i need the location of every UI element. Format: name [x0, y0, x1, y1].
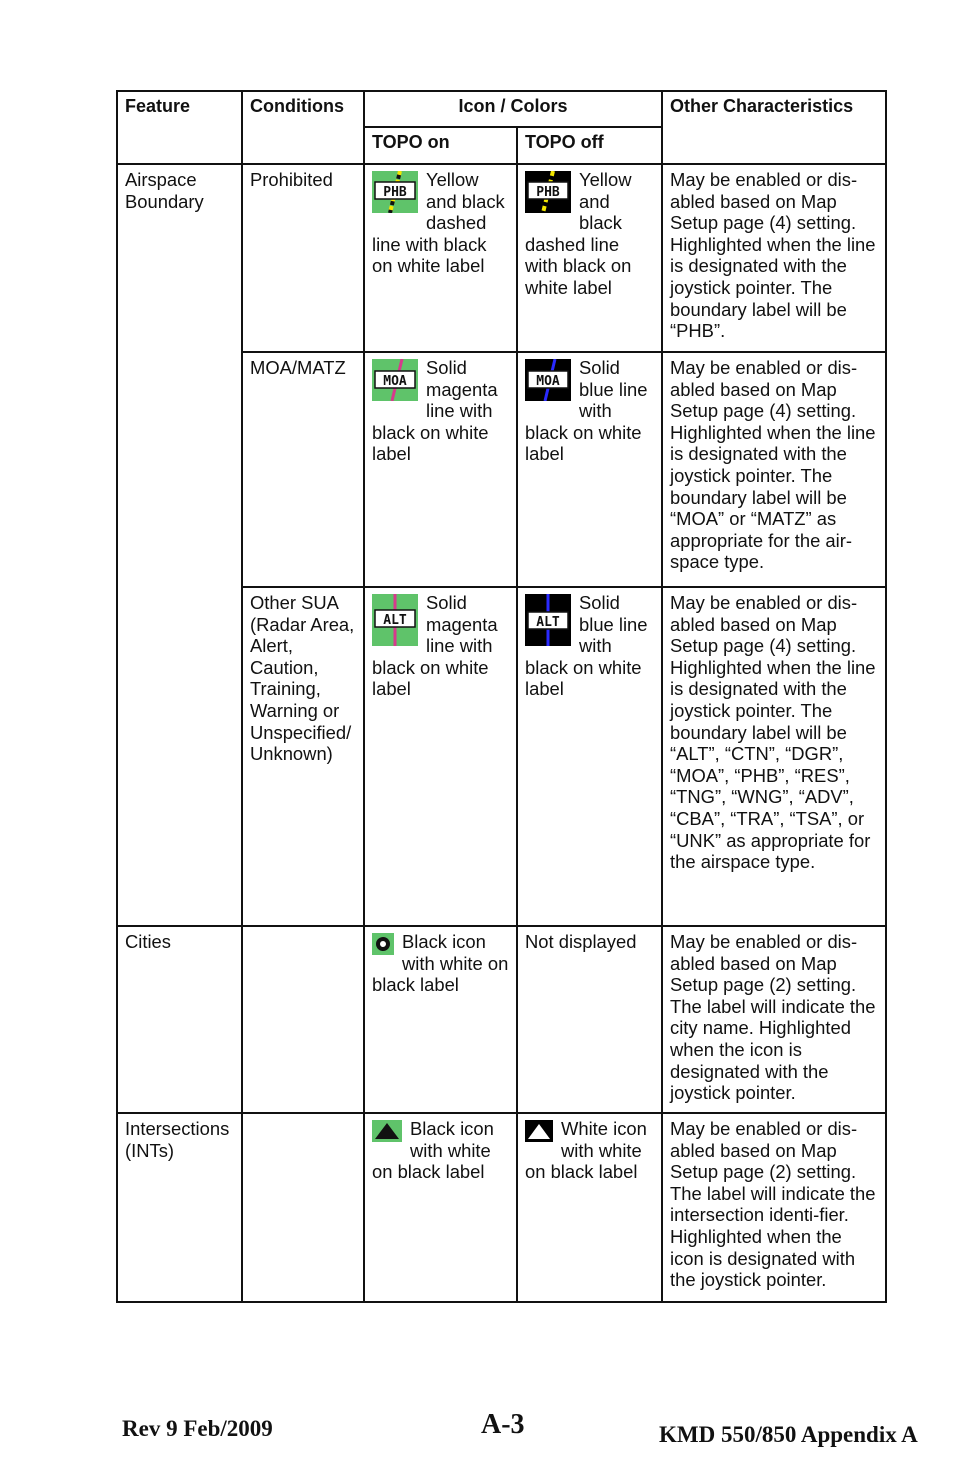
- footer-document-title: KMD 550/850 Appendix A: [659, 1422, 918, 1447]
- topo-on-cell: Black icon with white on black label: [364, 926, 517, 1113]
- feature-cell: Intersections (INTs): [117, 1113, 242, 1302]
- svg-text:MOA: MOA: [536, 374, 560, 389]
- other-characteristics-cell: May be enabled or dis-abled based on Map Setup page (4) setting. Highlighted when the line is designated with the joystick pointer. The boundary label will be “ALT”, “CTN”, “DGR”, “MOA”, “PHB”, “RES”, “TNG”, “WNG”, “ADV”, “CBA”, “TRA”, “TSA”, or “UNK” as appropriate for the airspace type.: [662, 587, 886, 926]
- topo-off-cell: ALT Solid blue line with black on white label: [517, 587, 662, 926]
- phb-topo-on-icon: [372, 171, 418, 213]
- header-conditions: Conditions: [242, 91, 364, 164]
- header-icon-colors: Icon / Colors: [364, 91, 662, 127]
- svg-text:PHB: PHB: [536, 185, 560, 200]
- svg-text:MOA: MOA: [383, 374, 407, 389]
- svg-text:ALT: ALT: [536, 615, 560, 630]
- topo-on-cell: ALT Solid magenta line with black on white label: [364, 587, 517, 926]
- feature-cell: Cities: [117, 926, 242, 1113]
- other-characteristics-cell: May be enabled or dis-abled based on Map Setup page (2) setting. The label will indicate the city name. Highlighted when the icon is designated with the joystick pointer.: [662, 926, 886, 1113]
- header-other-characteristics: Other Characteristics: [662, 91, 886, 164]
- topo-off-cell: Not displayed: [517, 926, 662, 1113]
- topo-off-cell: PHB Yellow and black dashed line with black on white label: [517, 164, 662, 352]
- topo-off-cell: White icon with white on black label: [517, 1113, 662, 1302]
- svg-text:PHB: PHB: [383, 185, 407, 200]
- table-row: [117, 1113, 886, 1302]
- feature-cell: Airspace Boundary: [117, 164, 242, 926]
- alt-topo-on-icon: [372, 594, 418, 646]
- city-icon: [372, 933, 394, 955]
- topo-on-cell: MOA Solid magenta line with black on white label: [364, 352, 517, 587]
- alt-topo-off-icon: [525, 594, 571, 646]
- footer-revision: Rev 9 Feb/2009: [122, 1416, 273, 1441]
- phb-topo-off-icon: [525, 171, 571, 213]
- header-feature: Feature: [117, 91, 242, 164]
- airspace-features-table: [116, 90, 887, 1303]
- condition-cell: [242, 1113, 364, 1302]
- other-characteristics-cell: May be enabled or dis-abled based on Map Setup page (4) setting. Highlighted when the line is designated with the joystick pointer. The boundary label will be “MOA” or “MATZ” as appropriate for the air-space type.: [662, 352, 886, 587]
- moa-topo-on-icon: [372, 359, 418, 401]
- condition-cell: Prohibited: [242, 164, 364, 352]
- intersection-topo-off-icon: [525, 1120, 553, 1142]
- condition-cell: MOA/MATZ: [242, 352, 364, 587]
- table-row: [117, 164, 886, 352]
- other-characteristics-cell: May be enabled or dis-abled based on Map Setup page (2) setting. The label will indicate the intersection identi-fier. Highlighted when the icon is designated with the joystick pointer.: [662, 1113, 886, 1302]
- header-topo-off: TOPO off: [517, 127, 662, 164]
- topo-off-cell: MOA Solid blue line with black on white label: [517, 352, 662, 587]
- footer-page-number: A-3: [481, 1409, 525, 1440]
- intersection-topo-on-icon: [372, 1120, 402, 1142]
- condition-cell: Other SUA (Radar Area, Alert, Caution, Training, Warning or Unspecified/ Unknown): [242, 587, 364, 926]
- moa-topo-off-icon: [525, 359, 571, 401]
- topo-on-cell: PHB Yellow and black dashed line with black on white label: [364, 164, 517, 352]
- table-row: [117, 926, 886, 1113]
- other-characteristics-cell: May be enabled or dis-abled based on Map Setup page (4) setting. Highlighted when the line is designated with the joystick pointer. The boundary label will be “PHB”.: [662, 164, 886, 352]
- topo-on-cell: Black icon with white on black label: [364, 1113, 517, 1302]
- header-topo-on: TOPO on: [364, 127, 517, 164]
- condition-cell: [242, 926, 364, 1113]
- svg-text:ALT: ALT: [383, 613, 407, 628]
